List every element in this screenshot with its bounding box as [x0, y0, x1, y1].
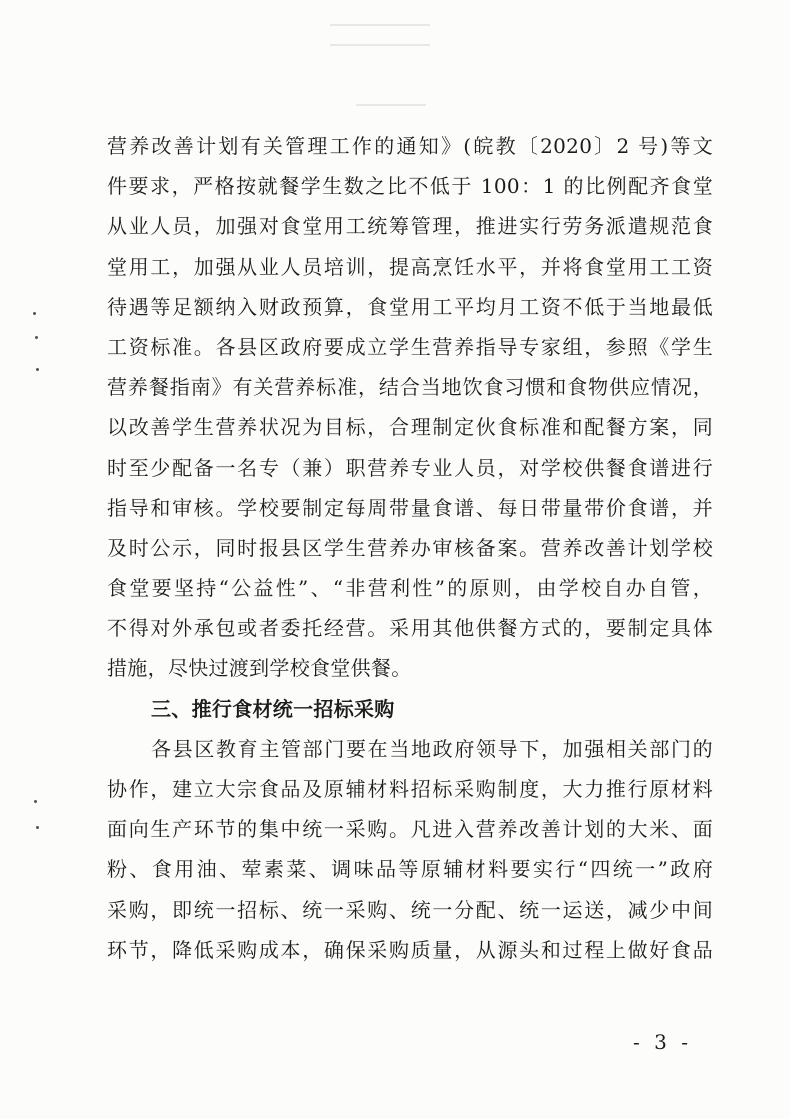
bleed-through-mark [330, 24, 430, 26]
binding-speck [33, 312, 36, 315]
bleed-through-mark [330, 44, 430, 46]
paragraph-line: 营养餐指南》有关营养标准，结合当地饮食习惯和食物供应情况， [107, 375, 713, 400]
paragraph-line: 时至少配备一名专（兼）职营养专业人员，对学校供餐食谱进行 [107, 455, 713, 480]
paragraph-line: 从业人员，加强对食堂用工统筹管理，推进实行劳务派遣规范食 [107, 214, 713, 239]
paragraph-line: 以改善学生营养状况为目标，合理制定伙食标准和配餐方案，同 [107, 415, 713, 440]
paragraph-line: 不得对外承包或者委托经营。采用其他供餐方式的，要制定具体 [107, 616, 713, 641]
paragraph-line: 指导和审核。学校要制定每周带量食谱、每日带量带价食谱，并 [107, 495, 713, 520]
body-text [107, 126, 713, 970]
paragraph-line: 营养改善计划有关管理工作的通知》(皖教〔2020〕2 号)等文 [107, 134, 713, 158]
paragraph-line: 待遇等足额纳入财政预算，食堂用工平均月工资不低于当地最低 [107, 294, 713, 319]
paragraph-line: 食堂要坚持“公益性”、“非营利性”的原则，由学校自办自管， [107, 576, 713, 601]
bleed-through-mark [356, 104, 426, 106]
page-number: - 3 - [633, 1030, 692, 1054]
paragraph-line: 粉、食用油、荤素菜、调味品等原辅材料要实行“四统一”政府 [107, 857, 713, 882]
binding-speck [35, 336, 38, 339]
section-heading: 三、推行食材统一招标采购 [151, 696, 395, 721]
binding-speck [36, 368, 39, 371]
paragraph-line: 件要求，严格按就餐学生数之比不低于 100：1 的比例配齐食堂 [107, 174, 713, 199]
paragraph-line: 堂用工，加强从业人员培训，提高烹饪水平，并将食堂用工工资 [107, 254, 713, 279]
paragraph-line: 工资标准。各县区政府要成立学生营养指导专家组，参照《学生 [107, 334, 713, 359]
paragraph-line: 措施，尽快过渡到学校食堂供餐。 [107, 656, 412, 681]
binding-speck [36, 826, 39, 829]
binding-speck [34, 800, 37, 803]
paragraph-line: 及时公示，同时报县区学生营养办审核备案。营养改善计划学校 [107, 535, 713, 560]
paragraph-line: 采购，即统一招标、统一采购、统一分配、统一运送，减少中间 [107, 897, 713, 922]
paragraph-line: 环节，降低采购成本，确保采购质量，从源头和过程上做好食品 [107, 937, 713, 962]
paragraph-line: 各县区教育主管部门要在当地政府领导下，加强相关部门的 [151, 736, 713, 761]
paragraph-line: 协作，建立大宗食品及原辅材料招标采购制度，大力推行原材料 [107, 777, 713, 801]
paragraph-line: 面向生产环节的集中统一采购。凡进入营养改善计划的大米、面 [107, 817, 713, 842]
